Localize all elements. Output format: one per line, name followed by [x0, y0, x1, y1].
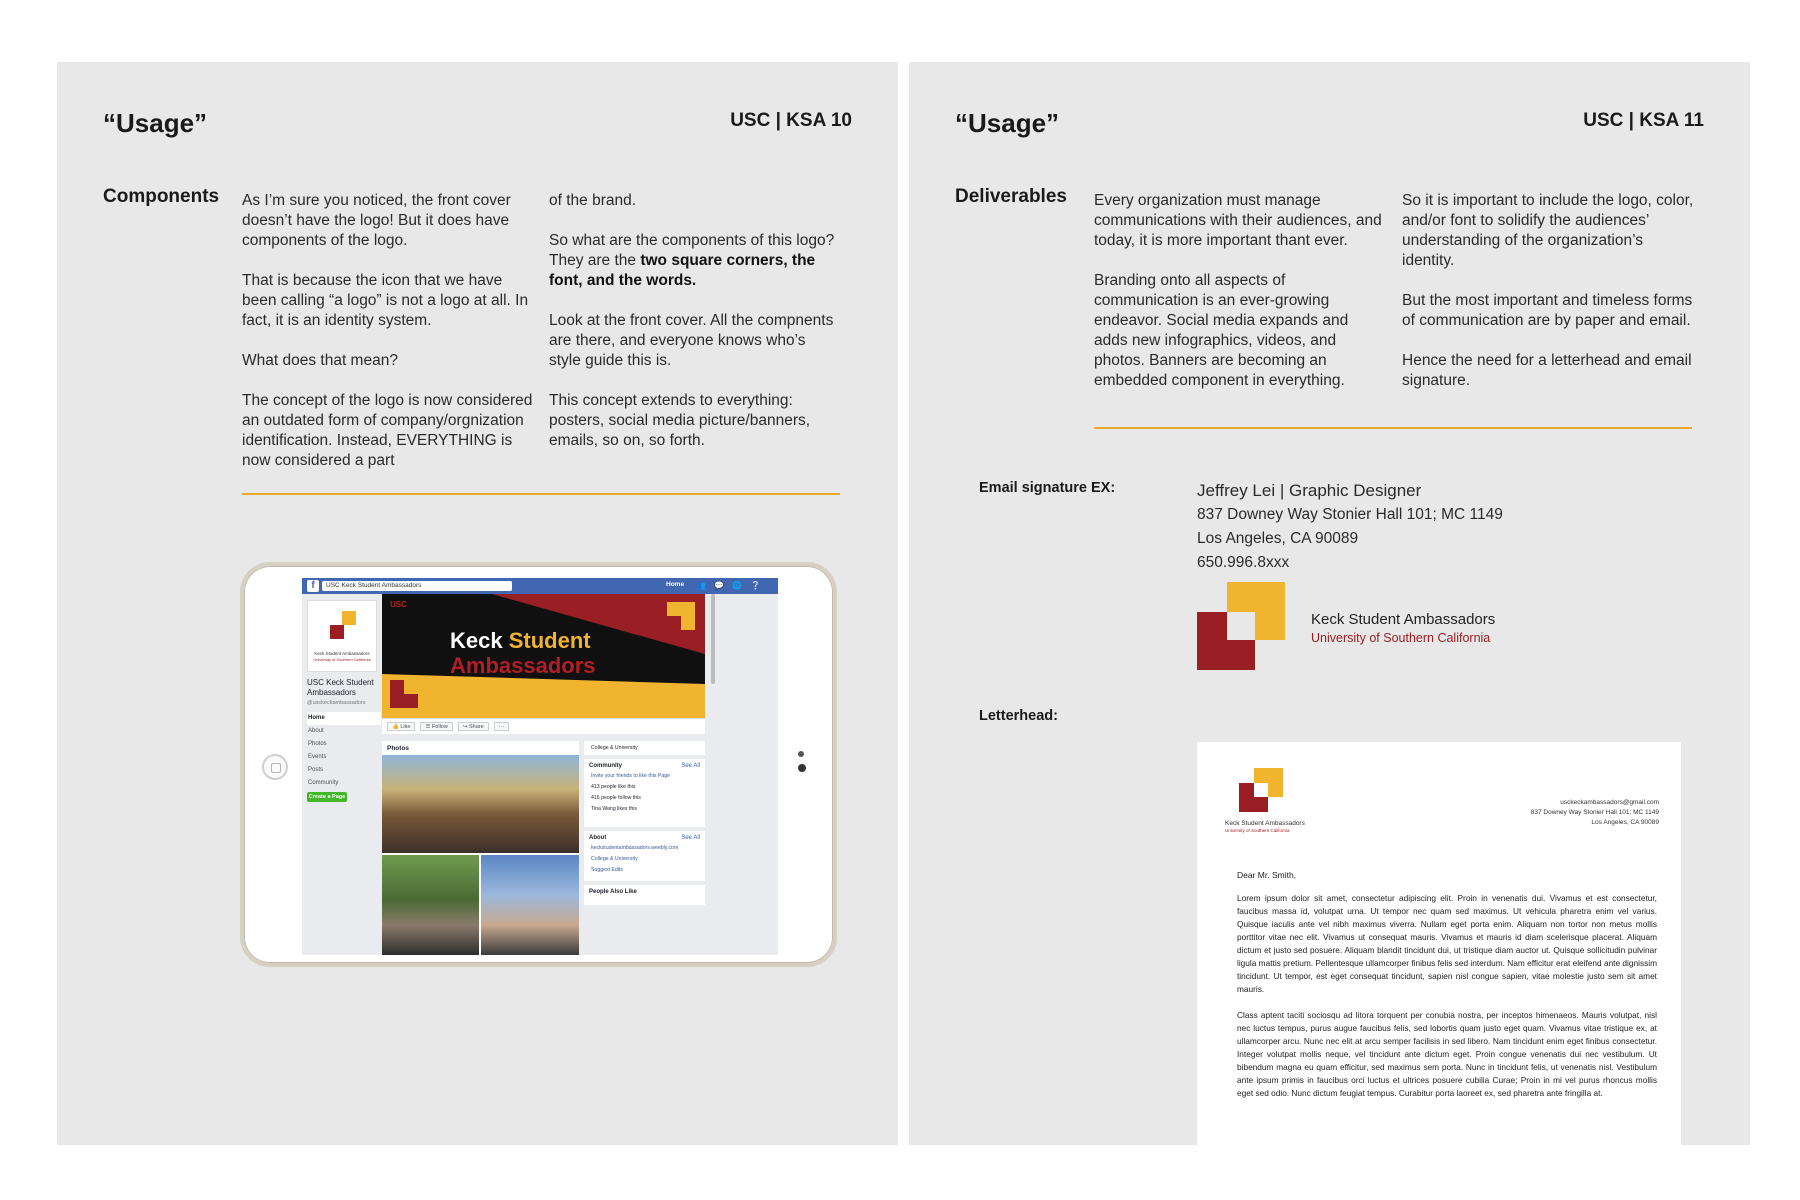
facebook-right-column: [584, 741, 705, 955]
paragraph: of the brand.: [549, 192, 637, 209]
community-row: 416 people follow this: [591, 795, 641, 801]
letterhead-org-univ: University of Southern California: [1225, 828, 1290, 833]
logo-gold-square: [342, 611, 356, 625]
about-title: About: [589, 835, 607, 841]
page-ksa-10: [57, 62, 898, 1145]
community-title: Community: [589, 763, 622, 769]
facebook-sidebar: [302, 594, 382, 955]
paragraph: Hence the need for a letterhead and email signature.: [1402, 352, 1692, 389]
signature-name: Jeffrey Lei | Graphic Designer: [1197, 481, 1422, 500]
facebook-page-name: USC Keck Student Ambassadors: [307, 678, 374, 697]
email-signature: [1197, 479, 1503, 575]
page-action-bar: [382, 718, 705, 734]
create-page-button: Create a Page: [308, 794, 346, 800]
paragraph: Look at the front cover. All the compnents are there, and everyone knows who’s style guide this is.: [549, 312, 834, 369]
more-button: ···: [494, 722, 510, 731]
letterhead-sample: [1197, 742, 1681, 1145]
paragraph: But the most important and timeless forms of communication are by paper and email.: [1402, 292, 1693, 329]
page-ksa-11: [909, 62, 1750, 1145]
nav-item-events: Events: [308, 754, 327, 760]
share-button: ↪ Share: [458, 722, 489, 731]
facebook-home-link: Home: [666, 581, 685, 588]
logo-gold-corner: [1227, 582, 1285, 640]
page-title: “Usage”: [955, 108, 1060, 138]
cover-photo: [382, 594, 705, 718]
community-header: [584, 759, 705, 771]
photos-title: Photos: [387, 745, 410, 752]
paragraph: So it is important to include the logo, color, and/or font to solidify the audiences’ understanding of the organization’s identity.: [1402, 192, 1694, 269]
letterhead-email: usckeckambassadors@gmail.com: [1560, 799, 1659, 806]
paragraph: Every organization must manage communications with their audiences, and today, it is more important thant ever.: [1094, 192, 1382, 249]
facebook-search-input: USC Keck Student Ambassadors: [322, 581, 512, 591]
cover-word-student: Student: [508, 628, 591, 653]
text-column-1: [242, 191, 534, 491]
nav-item-photos: Photos: [308, 741, 327, 747]
ksa-logo-icon: [330, 611, 358, 643]
divider-rule: [1094, 427, 1692, 429]
cover-title: [450, 628, 596, 678]
letterhead-address: 837 Downey Way Stonier Hall 101; MC 1149: [1530, 809, 1659, 816]
letter-body: [1237, 892, 1657, 1113]
text-column-2: [1402, 191, 1694, 411]
scrollbar: [711, 594, 715, 684]
letterhead-contact: [1531, 798, 1659, 828]
page-number: USC | KSA 11: [1583, 110, 1704, 131]
org-name: Keck Student Ambassadors: [1311, 611, 1496, 628]
text-column-2: [549, 191, 841, 471]
people-also-like-title: People Also Like: [589, 889, 637, 895]
category-box: [584, 741, 705, 755]
nav-item-home: Home: [307, 712, 381, 725]
avatar-caption-sub: University of Southern California: [313, 657, 371, 662]
about-box: [584, 831, 705, 881]
section-label-components: Components: [103, 186, 220, 207]
logo-red-corner: [1239, 783, 1268, 812]
ksa-logo-icon: [1197, 582, 1285, 670]
page-avatar: [307, 600, 377, 672]
signature-address: 837 Downey Way Stonier Hall 101; MC 1149: [1197, 506, 1503, 523]
camera-icon: [798, 751, 804, 757]
signature-phone: 650.996.8xxx: [1197, 554, 1290, 571]
follow-button: ☰ Follow: [420, 722, 452, 731]
facebook-screen: [302, 578, 778, 955]
letter-greeting: Dear Mr. Smith,: [1237, 870, 1297, 880]
logo-red-corner: [1197, 612, 1255, 670]
cover-word-keck: Keck: [450, 628, 503, 653]
about-row: College & University: [591, 856, 638, 862]
photos-panel: [382, 741, 579, 955]
photo-selfie: [481, 855, 579, 955]
nav-item-about: About: [308, 728, 324, 734]
community-row: Invite your friends to like this Page: [591, 773, 671, 779]
letterhead-label: Letterhead:: [979, 708, 1058, 724]
see-all-link: See All: [681, 835, 700, 841]
logo-red-square: [330, 625, 344, 639]
divider-rule: [242, 493, 840, 495]
page-number: USC | KSA 10: [730, 110, 852, 131]
paragraph: The concept of the logo is now considered an outdated form of company/orgnization identification. Instead, EVERYTHING is now considered a part: [242, 392, 533, 469]
paragraph: That is because the icon that we have been calling “a logo” is not a logo at all. In fact, it is an identity system.: [242, 272, 529, 329]
nav-item-posts: Posts: [308, 767, 324, 773]
paragraph: This concept extends to everything: posters, social media picture/banners, emails, so on, so forth.: [549, 392, 811, 449]
nav-item-community: Community: [308, 780, 339, 786]
photo-group: [382, 755, 579, 853]
home-button-icon: [262, 754, 288, 780]
facebook-handle: @usckeckambassadors: [307, 700, 366, 706]
cover-gold-band: [382, 674, 705, 718]
category-text: College & University: [591, 745, 638, 751]
community-row: 413 people like this: [591, 784, 636, 790]
paragraph-bold: two square corners, the font, and the words.: [549, 252, 816, 289]
cover-usc-label: USC: [390, 600, 407, 609]
letterhead-org-name: Keck Student Ambassadors: [1225, 820, 1305, 827]
community-row: Tina Wang likes this: [591, 806, 638, 812]
about-row: Suggest Edits: [591, 867, 624, 873]
tablet-mockup: [240, 562, 837, 967]
paragraph: As I’m sure you noticed, the front cover doesn’t have the logo! But it does have components of the logo.: [242, 192, 511, 249]
logo-gold-corner: [1254, 768, 1283, 797]
facebook-logo-icon: f: [307, 580, 319, 592]
text-column-1: [1094, 191, 1386, 411]
email-signature-label: Email signature EX:: [979, 480, 1116, 496]
facebook-top-bar: [302, 578, 778, 594]
letter-paragraph: Lorem ipsum dolor sit amet, consectetur adipiscing elit. Proin in venenatis dui. Vivamus et est consectetur, faucibus massa id, volutpat urna. Ut tempor nec quam sed maximus. Ut vehicula pharetra enim vel varius. Quisque iaculis ante vel nibh maximus viverra. Nullam eget porta enim. Aliquam non tortor non metus mollis porttitor vitae nec elit. Vivamus ut consequat mauris. Vivamus et mauris id diam scelerisque placerat. Aliquam dictum et justo sed posuere. Aliquam blandit tincidunt dui, ut tristique diam auctor ut. Quisque sollicitudin pulvinar ligula mattis pretium. Pellentesque ullamcorper finibus felis sed interdum. Nam efficitur erat eleifend ante dignissim tincidunt. Ut tempor, est eget consequat tincidunt, sapien nisl congue sapien, vitae molestie justo sem sit amet mauris.: [1237, 893, 1657, 994]
like-button: 👍 Like: [387, 722, 415, 731]
paragraph: Branding onto all aspects of communication is an ever-growing endeavor. Social media expands and adds new infographics, videos, and photos. Banners are becoming an embedded component in everything.: [1094, 272, 1349, 389]
ksa-logo-icon: [1239, 768, 1283, 812]
community-box: [584, 759, 705, 827]
page-title: “Usage”: [103, 108, 208, 138]
avatar-caption: Keck Student Ambassadors: [314, 651, 370, 656]
paragraph: [549, 231, 841, 291]
facebook-page-nav: [307, 712, 381, 790]
photo-outdoor: [382, 855, 479, 955]
people-also-like-box: [584, 885, 705, 905]
about-header: [584, 831, 705, 843]
paragraph: What does that mean?: [242, 352, 398, 369]
section-label-deliverables: Deliverables: [955, 186, 1067, 207]
letter-paragraph: Class aptent taciti sociosqu ad litora torquent per conubia nostra, per inceptos himenaeos. Mauris volutpat, nisl nec luctus tempus, purus augue faucibus felis, sed lobortis quam justo eget quam. Vivamus vitae tristique ex, at ullamcorper arcu. Nunc nec elit at arcu semper facilisis in sed libero. Nam tincidunt enim eget finibus consectetur. Integer volutpat mollis neque, vel tincidunt ante dictum eget. Proin congue venenatis dui nec vestibulum. Ut bibendum magna eu quam efficitur, sed maximus sem porta. Nunc in tincidunt felis, ut venenatis nisl. Vestibulum ante ipsum primis in faucibus orci luctus et ultrices posuere cubilia Curae; Proin in mi vel purus rhoncus mollis eget sed odio. Nunc dictum feugiat tempus. Curabitur porta laoreet ex, sed pharetra ante fringilla at.: [1237, 1010, 1657, 1098]
cover-word-ambassadors: Ambassadors: [450, 653, 596, 678]
letterhead-city: Los Angeles, CA 90089: [1591, 819, 1659, 826]
signature-city: Los Angeles, CA 90089: [1197, 530, 1359, 547]
facebook-nav-icons: 👥 💬 🌐 ❔: [696, 581, 764, 590]
see-all-link: See All: [681, 763, 700, 769]
camera-lens-icon: [798, 764, 806, 772]
paragraph-text: So what are the components of this logo? They are the: [549, 232, 835, 269]
about-row: keckstudentambassadors.weebly.com: [591, 845, 679, 851]
org-university: University of Southern California: [1311, 631, 1491, 645]
